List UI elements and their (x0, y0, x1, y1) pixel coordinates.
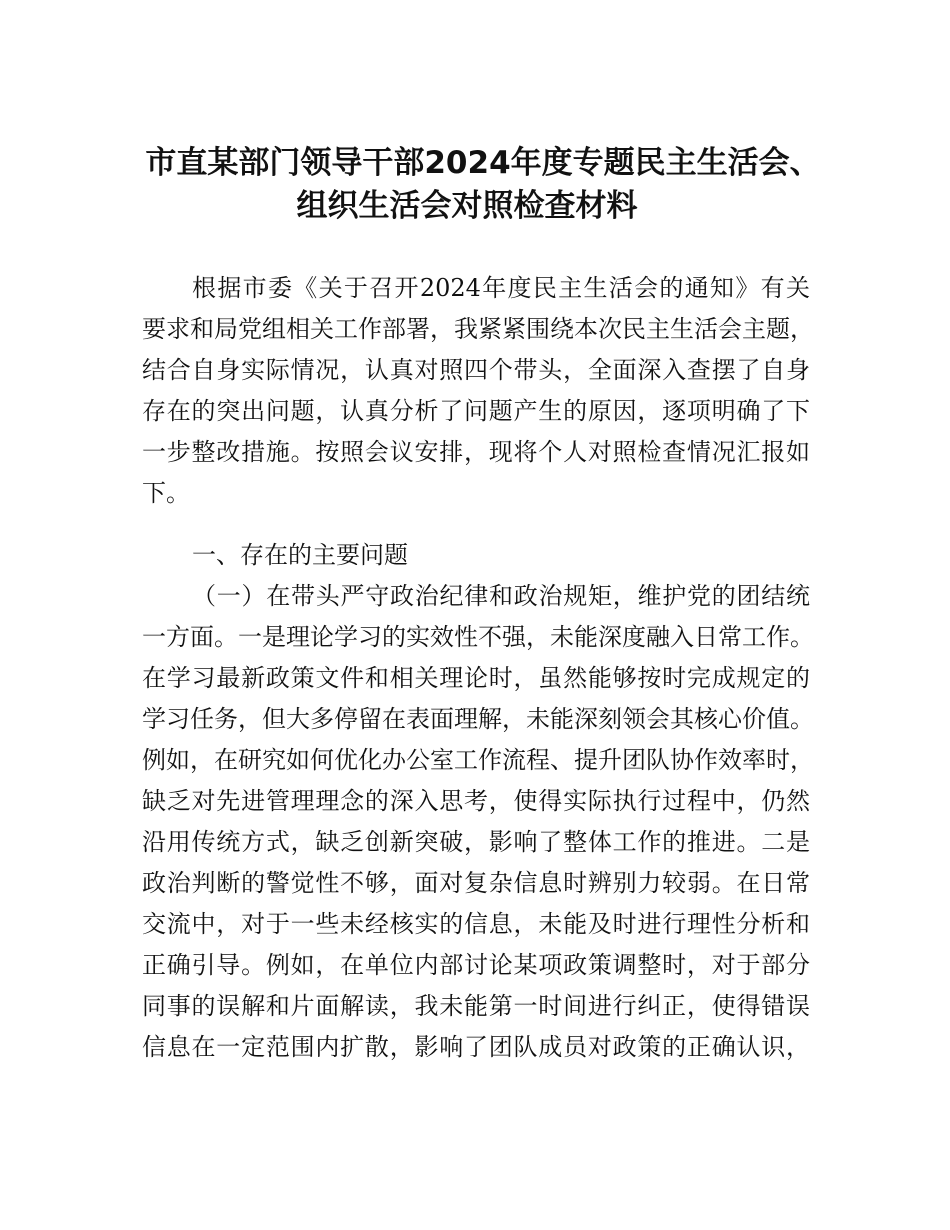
text-line: 要求和局党组相关工作部署，我紧紧围绕本次民主生活会主题， (142, 315, 814, 343)
text-line: 例如，在研究如何优化办公室工作流程、提升团队协作效率时， (142, 746, 814, 774)
text-line: 政治判断的警觉性不够，面对复杂信息时辨别力较弱。在日常 (142, 869, 810, 897)
text-line: 信息在一定范围内扩散，影响了团队成员对政策的正确认识， (142, 1033, 810, 1061)
text-line: 根据市委《关于召开2024年度民主生活会的通知》有关 (192, 274, 810, 302)
text-line: 下。 (142, 479, 190, 507)
text-line: 存在的突出问题，认真分析了问题产生的原因，逐项明确了下 (142, 397, 810, 425)
text-line: 一步整改措施。按照会议安排，现将个人对照检查情况汇报如 (142, 438, 810, 466)
text-line: 学习任务，但大多停留在表面理解，未能深刻领会其核心价值。 (142, 705, 814, 733)
text-line: 交流中，对于一些未经核实的信息，未能及时进行理性分析和 (142, 910, 810, 938)
text-line: 缺乏对先进管理理念的深入思考，使得实际执行过程中，仍然 (142, 787, 810, 815)
document-body (142, 268, 814, 1068)
section-1-paragraph (142, 576, 814, 1068)
document-title-line-2: 组织生活会对照检查材料 (296, 188, 638, 224)
text-line: 沿用传统方式，缺乏创新突破，影响了整体工作的推进。二是 (142, 828, 810, 856)
text-line: （一）在带头严守政治纪律和政治规矩，维护党的团结统 (192, 582, 810, 610)
text-line: 一方面。一是理论学习的实效性不强，未能深度融入日常工作。 (142, 623, 814, 651)
section-heading: 一、存在的主要问题 (192, 541, 408, 569)
text-line: 在学习最新政策文件和相关理论时，虽然能够按时完成规定的 (142, 664, 810, 692)
document-title-line-1: 市直某部门领导干部2024年度专题民主生活会、 (145, 145, 821, 181)
intro-paragraph (142, 268, 814, 514)
text-line: 正确引导。例如，在单位内部讨论某项政策调整时，对于部分 (142, 951, 810, 979)
text-line: 结合自身实际情况，认真对照四个带头，全面深入查摆了自身 (142, 356, 810, 384)
text-line: 同事的误解和片面解读，我未能第一时间进行纠正，使得错误 (142, 992, 810, 1020)
